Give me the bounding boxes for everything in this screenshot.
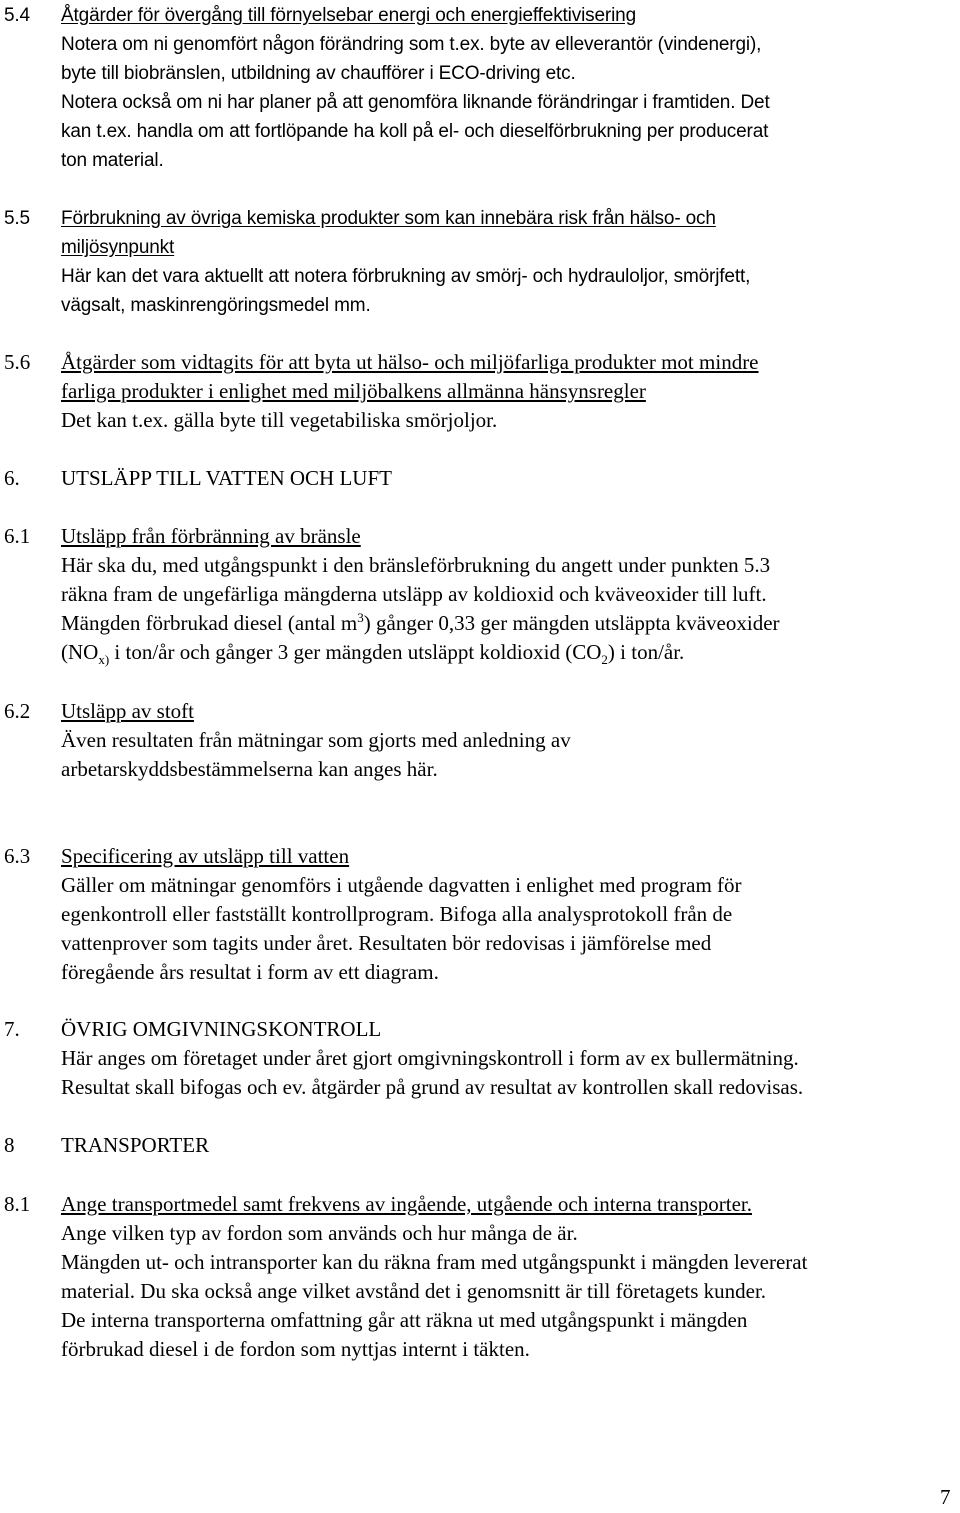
section-content [61,522,960,667]
paragraph-line: egenkontroll eller fastställt kontrollprogram. Bifoga alla analysprotokoll från de [61,902,733,926]
paragraph-line: Även resultaten från mätningar som gjorts med anledning av [61,728,571,752]
section-heading: Ange transportmedel samt frekvens av ingående, utgående och interna transporter. [61,1192,753,1216]
paragraph-line: De interna transporterna omfattning går att räkna ut med utgångspunkt i mängden [61,1308,748,1332]
paragraph-line: räkna fram de ungefärliga mängderna utsläpp av koldioxid och kväveoxider till luft. [61,582,767,606]
paragraph-line: Mängden ut- och intransporter kan du räkna fram med utgångspunkt i mängden levererat [61,1250,808,1274]
section-number: 5.4 [4,5,30,26]
section-heading: Åtgärder som vidtagits för att byta ut hälso- och miljöfarliga produkter mot mindre [61,350,759,374]
formula-text: ) gånger 0,33 ger mängden utsläppta kväveoxider [363,611,780,635]
section-content [61,204,960,320]
formula-text: Mängden förbrukad diesel (antal m [61,611,358,635]
paragraph-line: vattenprover som tagits under året. Resultaten bör redovisas i jämförelse med [61,931,712,955]
paragraph-line: Här anges om företaget under året gjort omgivningskontroll i form av ex bullermätning. [61,1046,799,1070]
section-content [61,1131,960,1160]
paragraph-line: Gäller om mätningar genomförs i utgående dagvatten i enlighet med program för [61,873,742,897]
section-heading: UTSLÄPP TILL VATTEN OCH LUFT [61,466,392,490]
section-heading: Utsläpp från förbränning av bränsle [61,524,361,548]
section-heading: ÖVRIG OMGIVNINGSKONTROLL [61,1017,382,1041]
formula-line [61,609,960,638]
section-content [61,842,960,987]
paragraph-line: Notera om ni genomfört någon förändring som t.ex. byte av elleverantör (vindenergi), [61,34,762,55]
paragraph-line: vägsalt, maskinrengöringsmedel mm. [61,295,371,316]
section-content [61,1015,960,1102]
subscript: 2 [601,652,608,668]
paragraph-line: kan t.ex. handla om att fortlöpande ha koll på el- och dieselförbrukning per producerat [61,121,769,142]
section-heading: farliga produkter i enlighet med miljöbalkens allmänna hänsynsregler [61,379,646,403]
section-number: 6.1 [4,524,31,548]
paragraph-line: arbetarskyddsbestämmelserna kan anges här. [61,757,438,781]
section-heading: miljösynpunkt [61,237,175,258]
section-heading: Förbrukning av övriga kemiska produkter som kan innebära risk från hälso- och [61,208,716,229]
paragraph-line: byte till biobränslen, utbildning av chaufförer i ECO-driving etc. [61,63,576,84]
paragraph-line: Notera också om ni har planer på att genomföra liknande förändringar i framtiden. Det [61,92,770,113]
section-number: 7. [4,1017,20,1041]
page-number: 7 [940,1485,951,1509]
section-number: 6. [4,466,20,490]
formula-text: i ton/år och gånger 3 ger mängden utsläppt koldioxid (CO [109,640,602,664]
section-heading: Specificering av utsläpp till vatten [61,844,350,868]
section-heading: Åtgärder för övergång till förnyelsebar energi och energieffektivisering [61,5,637,26]
section-content [61,348,960,435]
formula-text: (NO [61,640,99,664]
section-heading: TRANSPORTER [61,1133,210,1157]
paragraph-line: förbrukad diesel i de fordon som nyttjas internt i täkten. [61,1337,530,1361]
section-content [61,697,960,784]
section-number: 6.2 [4,699,31,723]
section-number: 6.3 [4,844,31,868]
section-content [61,1190,960,1364]
section-number: 8.1 [4,1192,31,1216]
section-number: 8 [4,1133,15,1157]
formula-text: ) i ton/år. [607,640,685,664]
paragraph-line: Resultat skall bifogas och ev. åtgärder på grund av resultat av kontrollen skall redovisas. [61,1075,804,1099]
paragraph-line: Här ska du, med utgångspunkt i den bränsleförbrukning du angett under punkten 5.3 [61,553,771,577]
section-content [61,464,960,493]
subscript: x) [98,652,110,668]
paragraph-line: material. Du ska också ange vilket avstånd det i genomsnitt är till företagets kunder. [61,1279,767,1303]
superscript: 3 [357,610,364,625]
section-number: 5.6 [4,350,31,374]
paragraph-line: Det kan t.ex. gälla byte till vegetabiliska smörjoljor. [61,408,498,432]
paragraph-line: ton material. [61,150,164,171]
paragraph-line: Ange vilken typ av fordon som används och hur många de är. [61,1221,578,1245]
paragraph-line: föregående års resultat i form av ett diagram. [61,960,439,984]
paragraph-line: Här kan det vara aktuellt att notera förbrukning av smörj- och hydrauloljor, smörjfett, [61,266,751,287]
section-content [61,1,960,175]
formula-line [61,638,960,667]
section-number: 5.5 [4,208,30,229]
section-heading: Utsläpp av stoft [61,699,194,723]
